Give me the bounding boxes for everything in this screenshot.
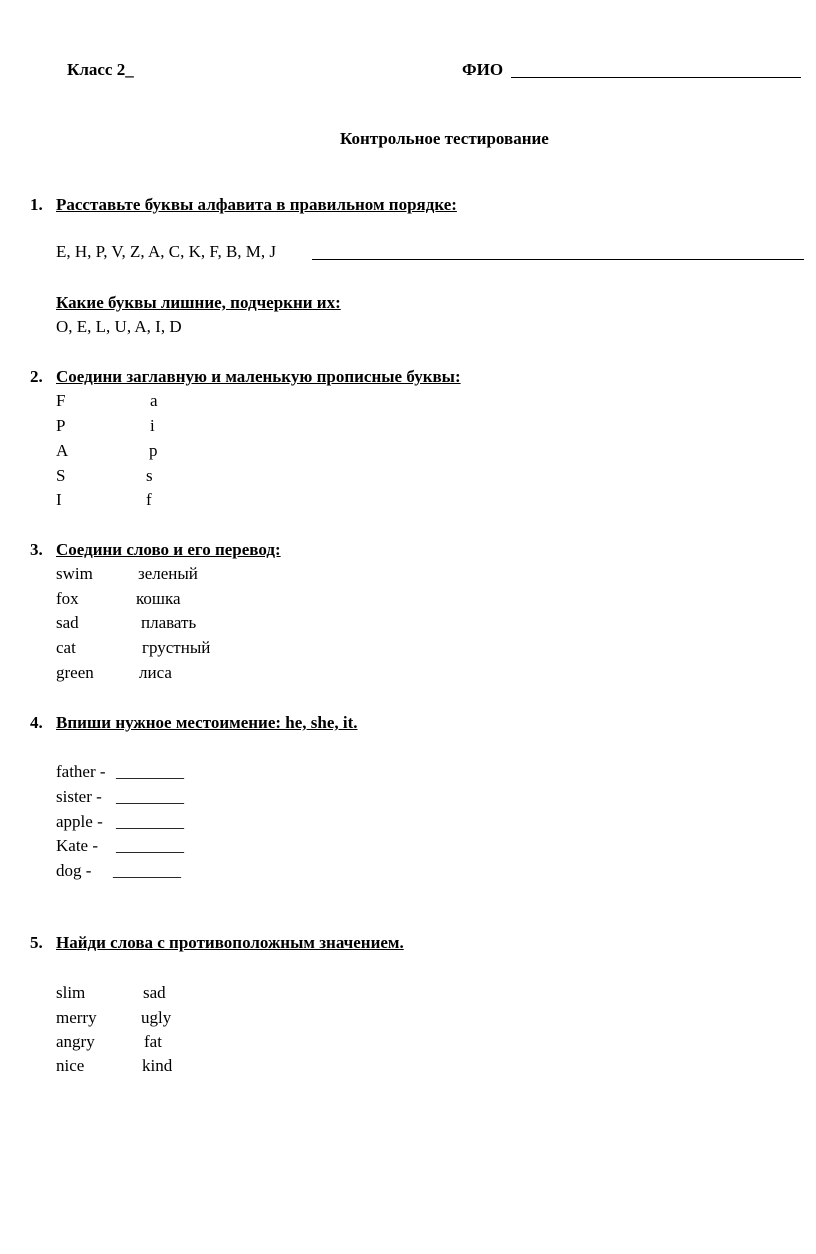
q2-left-item: P: [56, 416, 66, 435]
q3-right-item: кошка: [136, 589, 181, 608]
q2-right-item: a: [150, 391, 158, 410]
q2-left-item: I: [56, 490, 62, 509]
q4-heading: Впиши нужное местоимение: he, she, it.: [56, 713, 358, 732]
q4-item: apple -: [56, 812, 103, 831]
q1-heading: Расставьте буквы алфавита в правильном порядке:: [56, 195, 457, 214]
q3-left-item: swim: [56, 564, 93, 583]
q3-right-item: плавать: [141, 613, 197, 632]
q2-right-item: s: [146, 466, 153, 485]
q3-right-item: лиса: [139, 663, 172, 682]
fio-label: ФИО: [462, 60, 504, 79]
q5-number: 5.: [30, 933, 43, 952]
q3-right-item: зеленый: [138, 564, 198, 583]
q3-heading: Соедини слово и его перевод:: [56, 540, 281, 559]
q2-left-item: F: [56, 391, 66, 410]
q2-right-item: i: [150, 416, 155, 435]
q4-blank[interactable]: ________: [113, 861, 181, 880]
q4-blank[interactable]: ________: [116, 812, 184, 831]
fio-input-line[interactable]: [511, 77, 801, 78]
q5-left-item: nice: [56, 1056, 85, 1075]
q2-left-item: A: [56, 441, 69, 460]
q4-blank[interactable]: ________: [116, 787, 184, 806]
q5-left-item: angry: [56, 1032, 95, 1051]
q2-left-item: S: [56, 466, 66, 485]
q4-item: sister -: [56, 787, 102, 806]
q3-left-item: cat: [56, 638, 76, 657]
q5-heading: Найди слова с противоположным значением.: [56, 933, 404, 952]
q4-item: dog -: [56, 861, 92, 880]
q4-blank[interactable]: ________: [116, 836, 184, 855]
page-title: Контрольное тестирование: [340, 129, 549, 148]
q2-number: 2.: [30, 367, 43, 386]
q4-item: Kate -: [56, 836, 99, 855]
q1-sub-heading: Какие буквы лишние, подчеркни их:: [56, 293, 341, 312]
q1-number: 1.: [30, 195, 43, 214]
q2-right-item: p: [149, 441, 158, 460]
q2-right-item: f: [146, 490, 152, 509]
q5-right-item: ugly: [141, 1008, 172, 1027]
q3-number: 3.: [30, 540, 43, 559]
q3-right-item: грустный: [142, 638, 211, 657]
q1-letters: E, H, P, V, Z, A, C, K, F, B, M, J: [56, 242, 277, 261]
q4-blank[interactable]: ________: [116, 762, 184, 781]
class-label: Класс 2_: [67, 60, 134, 79]
q4-number: 4.: [30, 713, 43, 732]
q3-left-item: sad: [56, 613, 79, 632]
q2-heading: Соедини заглавную и маленькую прописные буквы:: [56, 367, 461, 386]
q3-left-item: green: [56, 663, 94, 682]
q5-right-item: kind: [142, 1056, 173, 1075]
q5-left-item: merry: [56, 1008, 97, 1027]
q1-sub-letters: O, E, L, U, A, I, D: [56, 317, 182, 336]
q5-left-item: slim: [56, 983, 86, 1002]
q3-left-item: fox: [56, 589, 79, 608]
q5-right-item: sad: [143, 983, 166, 1002]
q1-answer-line[interactable]: [312, 259, 804, 260]
q4-item: father -: [56, 762, 106, 781]
q5-right-item: fat: [144, 1032, 162, 1051]
